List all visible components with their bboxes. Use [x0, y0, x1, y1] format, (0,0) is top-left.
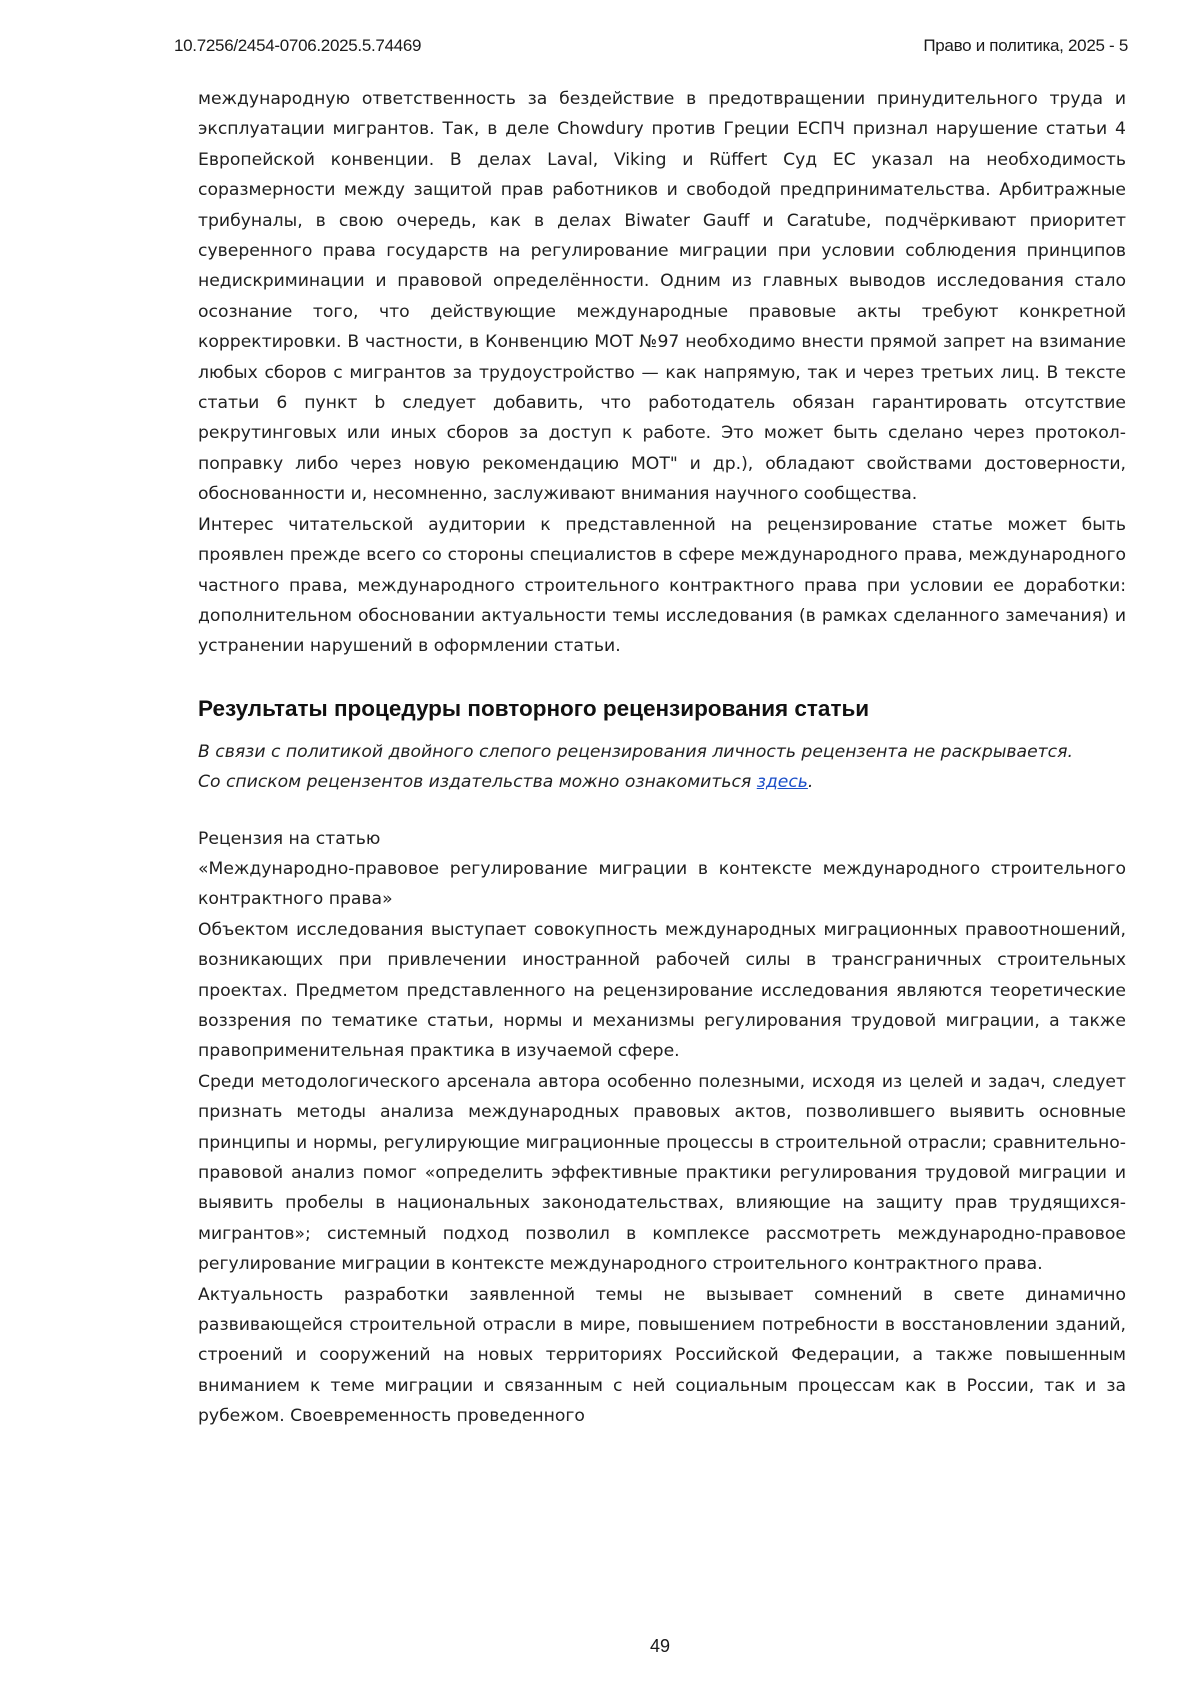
policy-note: В связи с политикой двойного слепого рецензирования личность рецензента не раскрывается. — [198, 737, 1126, 767]
reviewers-note — [198, 767, 1126, 797]
paragraph-reader-interest: Интерес читательской аудитории к представленной на рецензирование статье может быть проявлен прежде всего со стороны специалистов в сфере международного права, международного частного права, международного строительного контрактного права при условии ее доработки: дополнительном обосновании актуальности темы исследования (в рамках сделанного замечания) и устранении нарушений в оформлении статьи. — [198, 510, 1126, 662]
doi-text: 10.7256/2454-0706.2025.5.74469 — [174, 36, 421, 56]
journal-issue-text: Право и политика, 2025 - 5 — [923, 36, 1128, 56]
page-header — [174, 36, 1128, 60]
review-article-title: «Международно-правовое регулирование миграции в контексте международного строительного контрактного права» — [198, 854, 1126, 915]
page-number: 49 — [0, 1636, 1200, 1657]
reviewers-note-text: Со списком рецензентов издательства можно ознакомиться — [198, 772, 757, 792]
review-label: Рецензия на статью — [198, 824, 1126, 854]
article-body — [198, 84, 1126, 1432]
paragraph-object: Объектом исследования выступает совокупность международных миграционных правоотношений, возникающих при привлечении иностранной рабочей силы в трансграничных строительных проектах. Предметом представленного на рецензирование исследования являются теоретические воззрения по тематике статьи, нормы и механизмы регулирования трудовой миграции, а также правоприменительная практика в изучаемой сфере. — [198, 915, 1126, 1067]
paragraph-methodology: Среди методологического арсенала автора особенно полезными, исходя из целей и задач, следует признать методы анализа международных правовых актов, позволившего выявить основные принципы и нормы, регулирующие миграционные процессы в строительной отрасли; сравнительно-правовой анализ помог «определить эффективные практики регулирования трудовой миграции и выявить пробелы в национальных законодательствах, влияющие на защиту прав трудящихся-мигрантов»; системный подход позволил в комплексе рассмотреть международно-правовое регулирование миграции в контексте международного строительного контрактного права. — [198, 1067, 1126, 1280]
reviewers-list-link[interactable]: здесь — [757, 772, 808, 792]
paragraph-continuation: международную ответственность за бездействие в предотвращении принудительного труда и эксплуатации мигрантов. Так, в деле Chowdury против Греции ЕСПЧ признал нарушение статьи 4 Европейской конвенции. В делах Laval, Viking и Rüffert Суд ЕС указал на необходимость соразмерности между защитой прав работников и свободой предпринимательства. Арбитражные трибуналы, в свою очередь, как в делах Biwater Gauff и Caratube, подчёркивают приоритет суверенного права государств на регулирование миграции при условии соблюдения принципов недискриминации и правовой определённости. Одним из главных выводов исследования стало осознание того, что действующие международные правовые акты требуют конкретной корректировки. В частности, в Конвенцию МОТ №97 необходимо внести прямой запрет на взимание любых сборов с мигрантов за трудоустройство — как напрямую, так и через третьих лиц. В тексте статьи 6 пункт b следует добавить, что работодатель обязан гарантировать отсутствие рекрутинговых или иных сборов за доступ к работе. Это может быть сделано через протокол-поправку либо через новую рекомендацию МОТ" и др.), обладают свойствами достоверности, обоснованности и, несомненно, заслуживают внимания научного сообщества. — [198, 84, 1126, 510]
reviewers-note-suffix: . — [808, 772, 813, 792]
document-page — [0, 0, 1200, 1698]
paragraph-relevance: Актуальность разработки заявленной темы не вызывает сомнений в свете динамично развивающейся строительной отрасли в мире, повышением потребности в восстановлении зданий, строений и сооружений на новых территориях Российской Федерации, а также повышенным вниманием к теме миграции и связанным с ней социальным процессам как в России, так и за рубежом. Своевременность проведенного — [198, 1280, 1126, 1432]
section-title: Результаты процедуры повторного рецензирования статьи — [198, 692, 1126, 726]
